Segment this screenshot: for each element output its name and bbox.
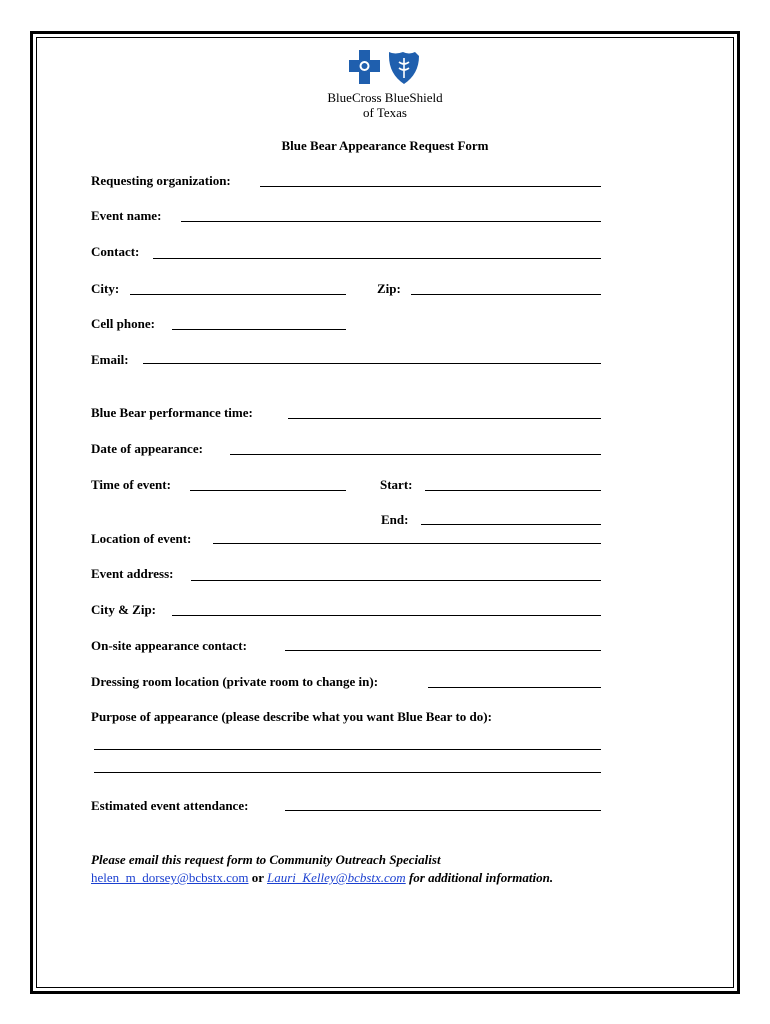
email-line[interactable]	[143, 363, 601, 364]
start-line[interactable]	[425, 490, 601, 491]
end-line[interactable]	[421, 524, 601, 525]
date-of-appearance-line[interactable]	[230, 454, 601, 455]
footer-or: or	[248, 870, 268, 885]
city-zip-label: City & Zip:	[91, 602, 156, 617]
city-label: City:	[91, 281, 120, 296]
time-of-event-label: Time of event:	[91, 477, 171, 492]
attendance-line[interactable]	[285, 810, 601, 811]
email-link-lauri[interactable]: Lauri_Kelley@bcbstx.com	[267, 870, 406, 885]
location-of-event-label: Location of event:	[91, 531, 192, 546]
date-of-appearance-label: Date of appearance:	[91, 441, 203, 456]
onsite-contact-line[interactable]	[285, 650, 601, 651]
start-label: Start:	[380, 477, 413, 492]
performance-time-label: Blue Bear performance time:	[91, 405, 253, 420]
org-name-line2: of Texas	[363, 105, 407, 120]
zip-line[interactable]	[411, 294, 601, 295]
city-zip-line[interactable]	[172, 615, 601, 616]
contact-line[interactable]	[153, 258, 601, 259]
performance-time-line[interactable]	[288, 418, 601, 419]
time-of-event-line[interactable]	[190, 490, 346, 491]
footer-contacts	[91, 869, 553, 887]
org-name-line1: BlueCross BlueShield	[327, 90, 443, 105]
cell-phone-label: Cell phone:	[91, 316, 155, 331]
footer-tail: for additional information.	[405, 870, 554, 885]
requesting-organization-line[interactable]	[260, 186, 601, 187]
footer-note	[91, 851, 553, 887]
event-address-line[interactable]	[191, 580, 601, 581]
end-label: End:	[381, 512, 409, 527]
attendance-label: Estimated event attendance:	[91, 798, 249, 813]
footer-intro: Please email this request form to Community Outreach Specialist	[91, 852, 441, 867]
email-link-helen[interactable]: helen_m_dorsey@bcbstx.com	[91, 870, 249, 885]
form-title: Blue Bear Appearance Request Form	[281, 138, 489, 153]
purpose-line-2[interactable]	[94, 772, 601, 773]
bcbs-logo	[349, 50, 421, 86]
dressing-room-label: Dressing room location (private room to change in):	[91, 674, 379, 689]
contact-label: Contact:	[91, 244, 140, 259]
requesting-organization-label: Requesting organization:	[91, 173, 231, 188]
cell-phone-line[interactable]	[172, 329, 346, 330]
dressing-room-line[interactable]	[428, 687, 601, 688]
email-label: Email:	[91, 352, 129, 367]
purpose-label: Purpose of appearance (please describe what you want Blue Bear to do):	[91, 709, 492, 724]
location-of-event-line[interactable]	[213, 543, 601, 544]
event-name-label: Event name:	[91, 208, 162, 223]
zip-label: Zip:	[377, 281, 401, 296]
purpose-line-1[interactable]	[94, 749, 601, 750]
onsite-contact-label: On-site appearance contact:	[91, 638, 247, 653]
event-address-label: Event address:	[91, 566, 174, 581]
event-name-line[interactable]	[181, 221, 601, 222]
city-line[interactable]	[130, 294, 346, 295]
